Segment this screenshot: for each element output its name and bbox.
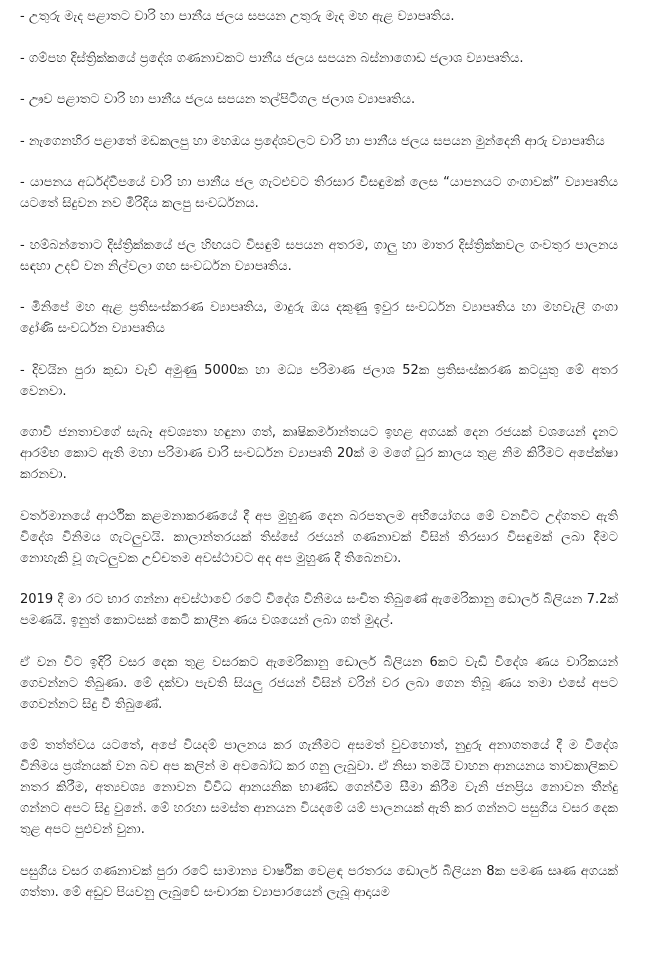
bullet-paragraph: - නැගෙනහිර පළාතේ මඩකලපු හා මහඔය ප්‍රදේශවලට වාරි හා පානීය ජලය සපයන මුන්දෙනි ආරු ව්‍යාපෘතිය: [20, 133, 605, 149]
bullet-paragraph: - මිනිපේ මහ ඇළ ප්‍රතිසංස්කරණ ව්‍යාපෘතිය, මාදුරු ඔය දකුණු ඉවුර සංවර්ධන ව්‍යාපෘතිය හා මහවැලි ගංගා ද්‍රෝණි සංවර්ධන ව්‍යාපෘතිය: [20, 300, 618, 336]
bullet-paragraph: - දිවයින පුරා කුඩා වැව් අමුණු 5000ක හා මධ්‍ය පරිමාණ ජලාශ 52ක ප්‍රතිසංස්කරණ කටයුතු මේ අතර වෙනවා.: [20, 362, 618, 399]
body-paragraph: පසුගිය වසර ගණනාවක් පුරා රටේ සාමාන්‍ය වාර්ෂික වෙළඳ පරතරය ඩොලර් බිලියන 8ක පමණ සෘණ අගයක් ගත්තා. මේ අඩුව පියවනු ලැබුවේ සංචාරක ව්‍යාපාරයෙන් ලැබූ ආදායම: [20, 863, 618, 900]
bullet-paragraph: - හම්බන්තොට දිස්ත්‍රික්කයේ ජල හිඟයට විසඳුම් සපයන අතරම, ගාලු හා මාතර දිස්ත්‍රික්කවල ගංවතුර පාලනය සඳහා උදව් වන නිල්වලා ගඟ සංවර්ධන ව්‍යාපෘතිය.: [20, 237, 618, 274]
bullet-paragraph: - ඌව පළාතට වාරි හා පානීය ජලය සපයන තල්පිටිගල ජලාශ ව්‍යාපෘතිය.: [20, 92, 416, 107]
bullet-paragraph: - උතුරු මැද පළාතට වාරි හා පානීය ජලය සපයන උතුරු මැද මහ ඇළ ව්‍යාපෘතිය.: [20, 9, 455, 24]
body-paragraph: වර්තමානයේ ආර්ථික කළමනාකරණයේ දී අප මුහුණ දෙන බරපතලම අභියෝගය මේ වනවිට උද්ගතව ඇති විදේශ විනිමය ගැටලුවයි. කාලාන්තරයක් තිස්සේ රජයන් ගණනාවක් විසින් තිරසාර විසඳුමක් ලබා දීමට නොහැකි වූ ගැටලුවක උච්චතම අවස්ථාවට අද අප මුහුණ දී තිබෙනවා.: [20, 508, 618, 566]
body-paragraph: මේ තත්ත්වය යටතේ, අපේ වියදම් පාලනය කර ගැනීමට අසමත් වුවහොත්, නුදුරු අනාගතයේ දී ම විදේශ විනිමය ප්‍රශ්නයක් වන බව අප කලින් ම අවබෝධ කර ගනු ලැබුවා. ඒ නිසා තමයි වාහන ආනයනය තාවකාලිකව නතර කිරීම, අත්‍යවශ්‍ය නොවන විවිධ ආනයනික භාණ්ඩ ගෙන්වීම සීමා කිරීම වැනි ජනප්‍රිය නොවන තීන්දු ගන්නට අපට සිදු වුනේ. මේ හරහා සමස්ත ආනයන වියදමේ යම් පාලනයක් ඇති කර ගන්නට පසුගිය වසර දෙක තුළ අපට පුළුවන් වුනා.: [20, 738, 618, 837]
bullet-paragraph: - ගම්පහ දිස්ත්‍රික්කයේ ප්‍රදේශ ගණනාවකට පානීය ජලය සපයන බස්නාගොඩ ජලාශ ව්‍යාපෘතිය.: [20, 50, 524, 66]
body-paragraph: ඒ වන විට ඉදිරි වසර දෙක තුළ වසරකට ඇමෙරිකානු ඩොලර් බිලියන 6කට වැඩි විදේශ ණය වාරිකයන් ගෙවන්නට තිබුණා. මේ දක්වා පැවති සියලු රජයන් විසින් වරින් වර ලබා ගෙන තිබූ ණය තමා එසේ අපට ගෙවන්නට සිදු වී තිබුණේ.: [20, 654, 618, 712]
bullet-paragraph: - යාපනය අර්ධද්වීපයේ වාරි හා පානීය ජල ගැටළුවට තිරසාර විසඳුමක් ලෙස “යාපනයට ගංගාවක්” ව්‍යාපෘතිය යටතේ සිදුවන නව මිරිදිය කලපු සංවර්ධනය.: [20, 175, 618, 211]
body-paragraph: 2019 දී මා රට භාර ගන්නා අවස්ථාවේ රටේ විදේශ විනිමය සංචිත තිබුණේ ඇමෙරිකානු ඩොලර් බිලියන 7.2ක් පමණයි. ඉනුත් කොටසක් කෙටි කාලීන ණය වශයෙන් ලබා ගත් මුදල්.: [20, 592, 618, 628]
body-paragraph: ගොවි ජනතාවගේ සැබෑ අවශ්‍යතා හඳුනා ගත්, කෘෂිකර්මාන්තයට ඉහළ අගයක් දෙන රජයක් වශයෙන් දැනට ආරම්භ කොට ඇති මහා පරිමාණ වාරි සංවර්ධන ව්‍යාපෘති 20ක් ම මගේ ධුර කාලය තුළ නිම කිරීමට අපේක්ෂා කරනවා.: [20, 425, 618, 482]
